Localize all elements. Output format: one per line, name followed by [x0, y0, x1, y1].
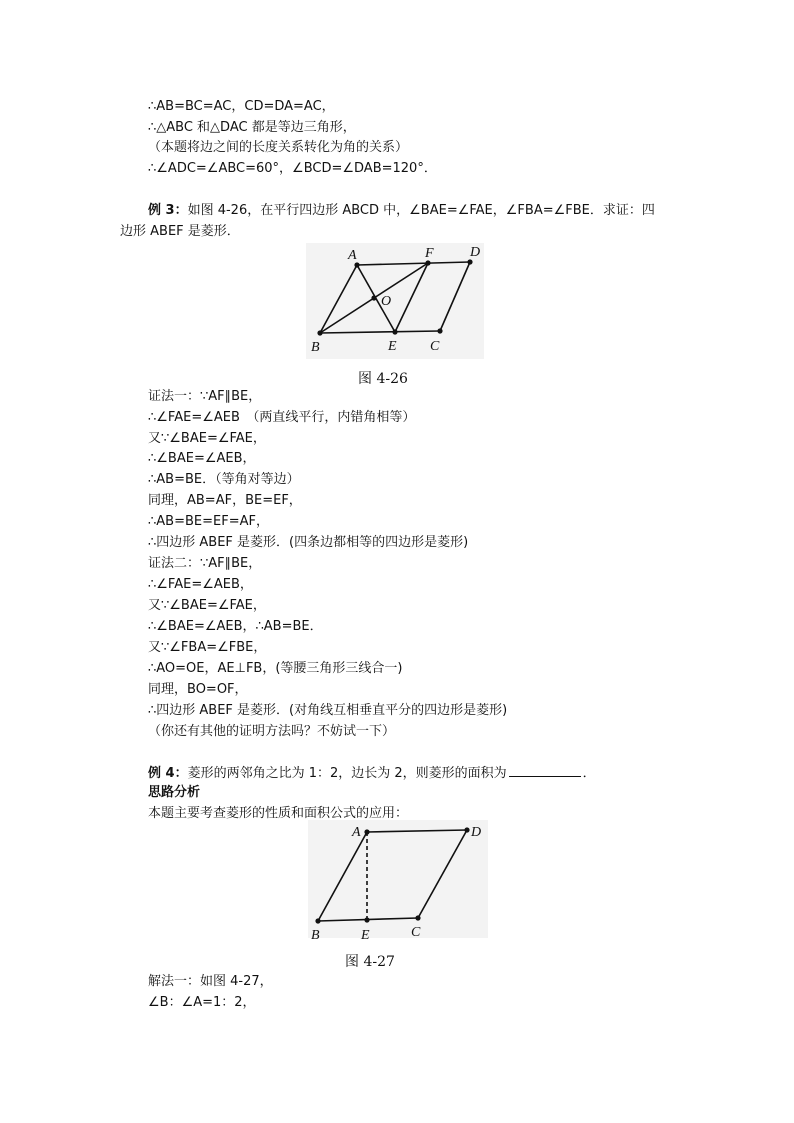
edge-AD — [357, 262, 470, 265]
proof-line-6: 同理，AB=AF，BE=EF， — [148, 493, 302, 508]
proof-line-9: 证法二：∵AF∥BE， — [148, 556, 262, 571]
proof-line-2: ∴∠FAE=∠AEB （两直线平行，内错角相等） — [148, 410, 416, 425]
label2-D: D — [471, 825, 482, 840]
figure-4-27-caption: 图 4-27 — [345, 954, 395, 970]
point-E — [392, 329, 397, 334]
label-D: D — [470, 245, 481, 260]
proof-line-3: 又∵∠BAE=∠FAE， — [148, 431, 266, 446]
label-C: C — [430, 339, 440, 354]
proof-line-11: 又∵∠BAE=∠FAE， — [148, 598, 266, 613]
analysis-heading: 思路分析 — [148, 785, 201, 800]
figure-4-26-caption: 图 4-26 — [358, 371, 408, 387]
example4-end: ． — [582, 766, 596, 781]
intro-line-4: ∴∠ADC=∠ABC=60°，∠BCD=∠DAB=120°． — [148, 161, 437, 176]
edge-DC — [440, 262, 470, 331]
point2-A — [364, 829, 369, 834]
label2-E: E — [361, 928, 370, 943]
example3-text: 如图 4-26，在平行四边形 ABCD 中，∠BAE=∠FAE，∠FBA=∠FBE．求证：四 — [187, 203, 655, 218]
proof-line-4: ∴∠BAE=∠AEB， — [148, 451, 256, 466]
answer-blank[interactable] — [509, 763, 581, 777]
proof-line-7: ∴AB=BE=EF=AF， — [148, 514, 269, 529]
proof-line-16: ∴四边形 ABEF 是菱形．(对角线互相垂直平分的四边形是菱形) — [148, 703, 508, 718]
label-E: E — [388, 339, 397, 354]
proof-line-15: 同理，BO=OF， — [148, 682, 248, 697]
example3-line-2: 边形 ABEF 是菱形． — [120, 224, 240, 239]
solution-line-1: 解法一：如图 4-27， — [148, 974, 273, 989]
proof-line-12: ∴∠BAE=∠AEB，∴AB=BE． — [148, 619, 323, 634]
label2-B: B — [311, 928, 320, 943]
point-D — [467, 259, 472, 264]
proof-line-14: ∴AO=OE，AE⊥FB，(等腰三角形三线合一) — [148, 661, 403, 676]
proof-line-1: 证法一：∵AF∥BE， — [148, 389, 262, 404]
intro-line-2: ∴△ABC 和△DAC 都是等边三角形， — [148, 120, 356, 135]
proof-line-5: ∴AB=BE．（等角对等边） — [148, 472, 300, 487]
analysis-text: 本题主要考查菱形的性质和面积公式的应用： — [148, 806, 409, 821]
edge-AB — [320, 265, 357, 333]
intro-line-1: ∴AB=BC=AC，CD=DA=AC， — [148, 99, 335, 114]
example3-label: 例 3： — [148, 203, 188, 218]
proof-line-13: 又∵∠FBA=∠FBE， — [148, 640, 267, 655]
example4-label: 例 4： — [148, 766, 188, 781]
point-F — [425, 260, 430, 265]
label-O: O — [381, 294, 392, 309]
example4-line — [148, 763, 596, 783]
intro-line-3: （本题将边之间的长度关系转化为角的关系） — [148, 140, 409, 155]
label-A: A — [348, 248, 357, 263]
example4-text: 菱形的两邻角之比为 1：2，边长为 2，则菱形的面积为 — [187, 766, 507, 781]
solution-line-2: ∠B：∠A=1：2， — [148, 995, 256, 1010]
label-F: F — [425, 246, 434, 261]
proof-line-17: （你还有其他的证明方法吗？不妨试一下） — [148, 724, 396, 739]
label2-C: C — [411, 925, 421, 940]
point-A — [354, 262, 359, 267]
point2-B — [315, 918, 320, 923]
point-O — [371, 295, 376, 300]
proof-line-10: ∴∠FAE=∠AEB， — [148, 577, 253, 592]
label-B: B — [311, 340, 320, 355]
point-B — [317, 330, 322, 335]
point2-D — [464, 827, 469, 832]
point2-E — [364, 917, 369, 922]
point2-C — [415, 915, 420, 920]
point-C — [437, 328, 442, 333]
edge-BC — [320, 331, 440, 333]
label2-A: A — [352, 825, 361, 840]
proof-line-8: ∴四边形 ABEF 是菱形．(四条边都相等的四边形是菱形) — [148, 535, 469, 550]
